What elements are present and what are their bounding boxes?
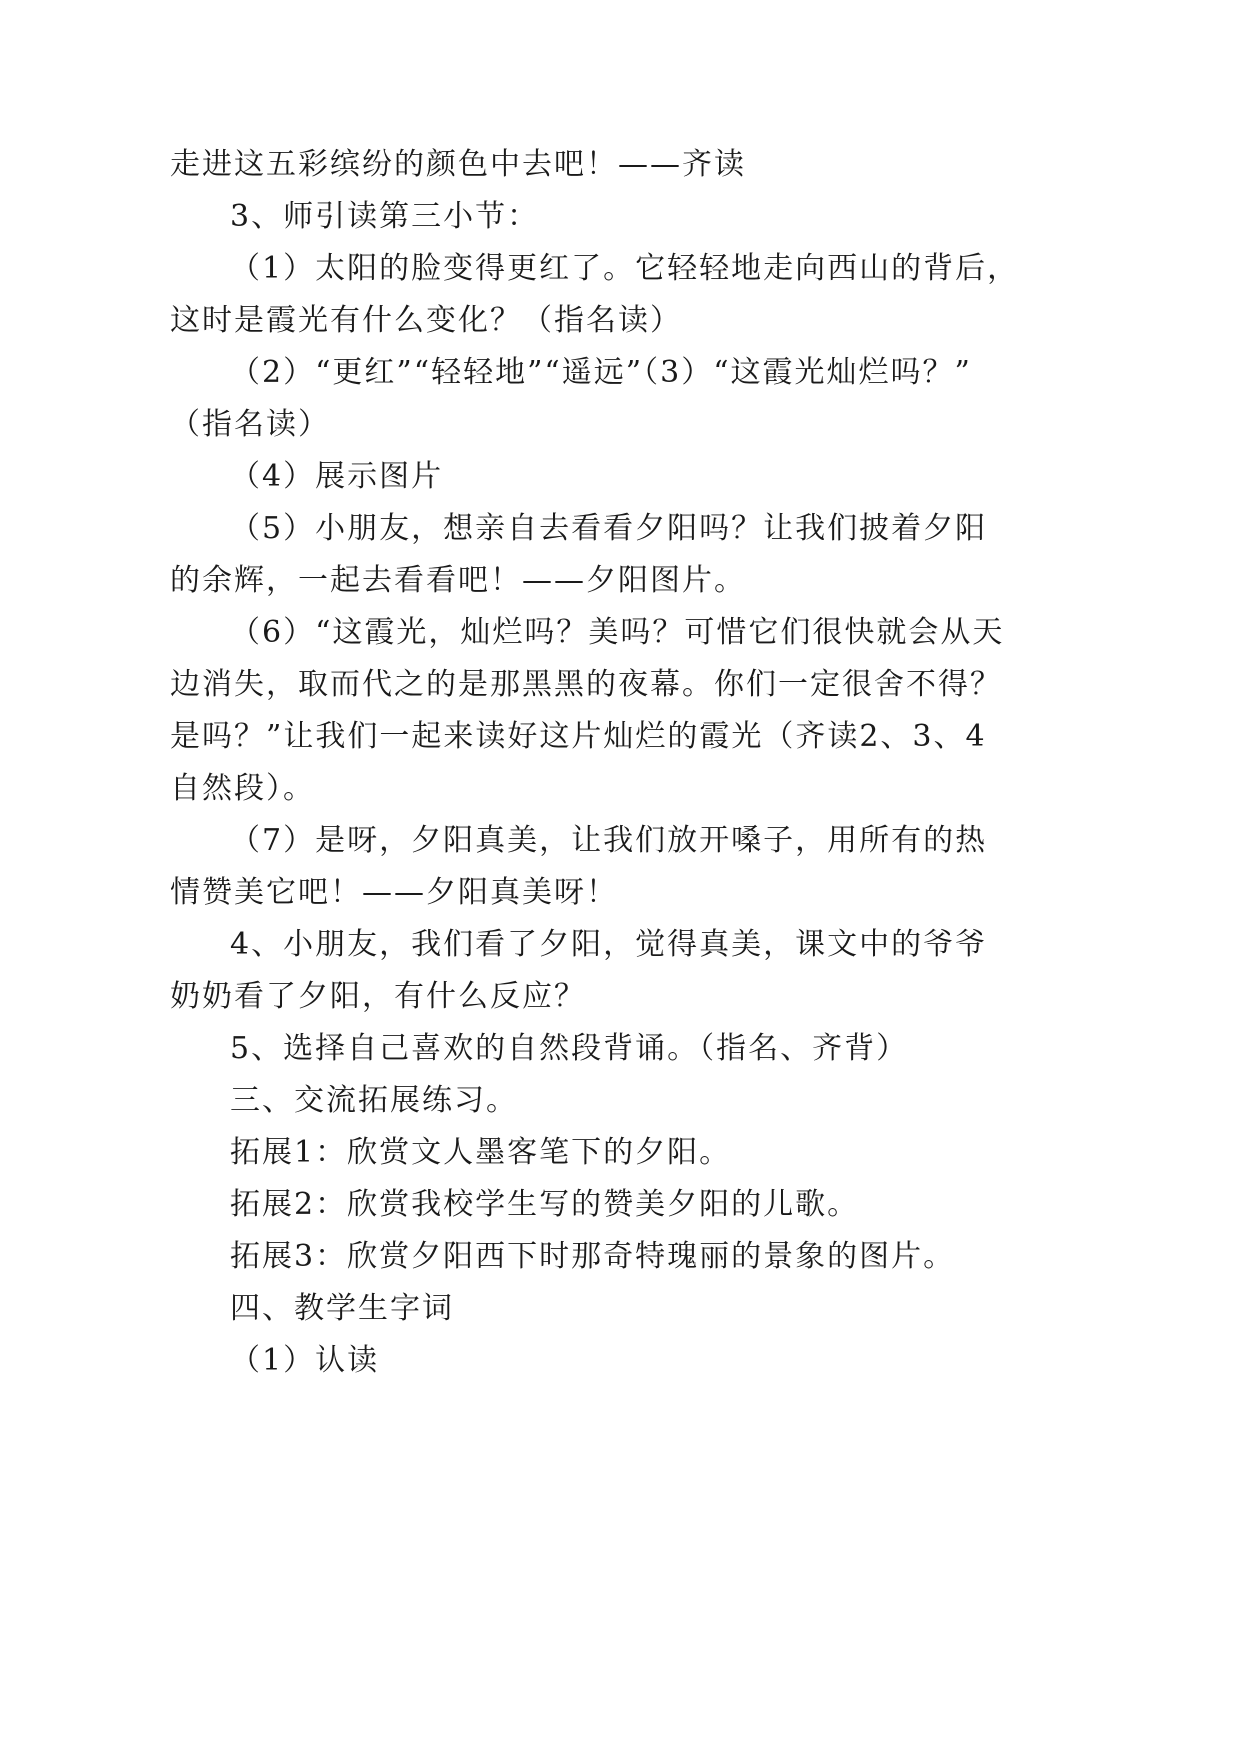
- text-line-8: （5）小朋友，想亲自去看看夕阳吗？让我们披着夕阳: [230, 511, 988, 546]
- text-line-12: 是吗？”让我们一起来读好这片灿烂的霞光（齐读2、3、4: [170, 719, 987, 754]
- text-line-13: 自然段）。: [170, 771, 315, 806]
- text-line-14: （7）是呀，夕阳真美，让我们放开嗓子，用所有的热: [230, 823, 988, 858]
- text-line-20: 拓展1：欣赏文人墨客笔下的夕阳。: [230, 1135, 732, 1170]
- text-line-2: 3、师引读第三小节：: [230, 199, 540, 234]
- text-line-17: 奶奶看了夕阳，有什么反应？: [170, 979, 586, 1014]
- text-line-11: 边消失，取而代之的是那黑黑的夜幕。你们一定很舍不得？: [170, 667, 1002, 702]
- text-line-1: 走进这五彩缤纷的颜色中去吧！——齐读: [170, 147, 746, 182]
- text-line-18: 5、选择自己喜欢的自然段背诵。（指名、齐背）: [230, 1031, 909, 1066]
- text-line-21: 拓展2：欣赏我校学生写的赞美夕阳的儿歌。: [230, 1187, 860, 1222]
- text-line-4: 这时是霞光有什么变化？（指名读）: [170, 303, 682, 338]
- text-line-6: （指名读）: [170, 407, 330, 442]
- text-line-23: 四、教学生字词: [230, 1291, 454, 1326]
- text-line-5: （2）“更红”“轻轻地”“遥远”（3）“这霞光灿烂吗？”: [230, 355, 972, 390]
- text-line-9: 的余辉，一起去看看吧！——夕阳图片。: [170, 563, 746, 598]
- text-line-22: 拓展3：欣赏夕阳西下时那奇特瑰丽的景象的图片。: [230, 1239, 956, 1274]
- text-line-10: （6）“这霞光，灿烂吗？美吗？可惜它们很快就会从天: [230, 615, 1005, 650]
- text-line-7: （4）展示图片: [230, 459, 444, 494]
- text-line-19: 三、交流拓展练习。: [230, 1083, 518, 1118]
- text-line-3: （1）太阳的脸变得更红了。它轻轻地走向西山的背后，: [230, 251, 1020, 286]
- text-line-15: 情赞美它吧！——夕阳真美呀！: [170, 875, 618, 910]
- text-line-24: （1）认读: [230, 1343, 380, 1378]
- text-line-16: 4、小朋友，我们看了夕阳，觉得真美，课文中的爷爷: [230, 927, 988, 962]
